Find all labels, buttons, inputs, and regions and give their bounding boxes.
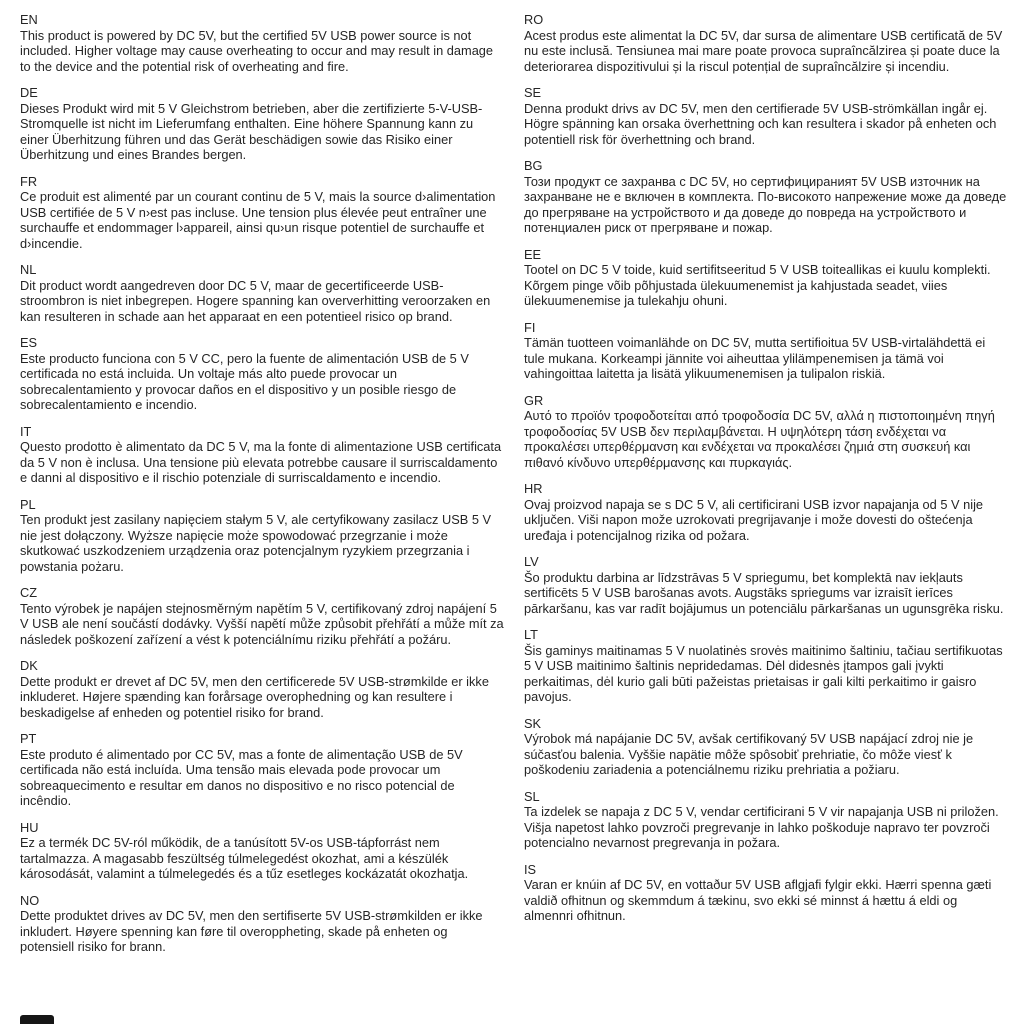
language-paragraph: Questo prodotto è alimentato da DC 5 V, ma la fonte di alimentazione USB certificata da 5 V non è inclusa. Una tensione più elevata potrebbe causare il surriscaldamento e danni al dispositivo e il rischio potenziale di surriscaldamento e incendio. [20,439,502,485]
language-section [524,393,1008,471]
language-section [524,716,1008,778]
language-paragraph: Dette produktet drives av DC 5V, men den sertifiserte 5V USB-strømkilden er ikke inkludert. Høyere spenning kan føre til overoppheting, skade på enheten og potensiell risiko for brann. [20,908,483,954]
language-code: EN [20,12,38,27]
language-paragraph: Denna produkt drivs av DC 5V, men den certifierade 5V USB-strömkällan ingår ej. Högre spänning kan orsaka överhettning och kan resultera i skador på enheten och potentiell risk för överhettning och brand. [524,100,997,147]
language-paragraph: Acest produs este alimentat la DC 5V, dar sursa de alimentare USB certificată de 5V nu este inclusă. Tensiunea mai mare poate provoca supraîncălzirea și poate duce la deteriorarea dispozitivului și la riscul potențial de supraîncălzire și incendiu. [524,27,1003,74]
language-section [524,481,1008,543]
language-section [20,585,504,647]
right-column [524,12,1008,966]
language-section [20,424,504,486]
language-section [20,893,504,955]
language-code: IS [524,861,537,877]
language-code: DE [20,85,38,100]
language-code: ES [20,335,38,350]
language-section [524,862,1008,924]
language-code: GR [524,392,544,408]
language-code: HU [20,819,39,835]
language-paragraph: Dette produkt er drevet af DC 5V, men den certificerede 5V USB-strømkilde er ikke inkluderet. Højere spænding kan forårsage overophedning og kan resultere i beskadigelse af enheden og potentiel risiko for brand. [20,673,489,720]
language-code: NL [20,262,37,277]
language-code: SE [524,85,542,100]
language-code: PT [20,731,37,746]
language-code: BG [524,158,543,173]
language-code: LV [524,554,539,569]
language-section [20,174,504,252]
language-code: CZ [20,585,38,600]
language-paragraph: Tootel on DC 5 V toide, kuid sertifitseeritud 5 V USB toiteallikas ei kuulu komplekti. Kõrgem pinge võib põhjustada ülekuumenemist ja kahjustada seadet, viies ülekuumenemise ja tulekahju ohuni. [524,262,991,308]
language-paragraph: This product is powered by DC 5V, but the certified 5V USB power source is not included. Higher voltage may cause overheating to occur and may result in damage to the device and the potential risk of overheating and fire. [20,27,494,74]
language-paragraph: Tämän tuotteen voimanlähde on DC 5V, mutta sertifioitua 5V USB-virtalähdettä ei tule mukana. Korkeampi jännite voi aiheuttaa ylilämpenemisen ja tämä voi vahingoittaa laitetta ja lisätä ylikuumenemisen ja tulipalon riskiä. [524,335,986,381]
language-paragraph: Αυτό το προϊόν τροφοδοτείται από τροφοδοσία DC 5V, αλλά η πιστοποιημένη πηγή τροφοδοσίας 5V USB δεν περιλαμβάνεται. Η υψηλότερη τάση ενδέχεται να προκαλέσει υπερθέρμανση και ενδέχεται να προκαλέσει ζημιά στη συσκευή και πιθανό κίνδυνο υπερθέρμανσης και πυρκαγιάς. [524,408,995,470]
language-code: PL [20,496,36,512]
language-paragraph: Este produto é alimentado por CC 5V, mas a fonte de alimentação USB de 5V certificada não está incluída. Uma tensão mais elevada pode provocar um sobreaquecimento e resultar em danos no dispositivo e no risco potencial de incêndio. [20,746,463,808]
language-section [20,497,504,575]
language-section [20,85,504,163]
language-section [20,820,504,882]
language-section [524,554,1008,616]
language-code: SK [524,715,542,731]
language-code: RO [524,12,544,27]
language-paragraph: Šo produktu darbina ar līdzstrāvas 5 V spriegumu, bet komplektā nav iekļauts sertificēts 5 V USB barošanas avots. Augstāks spriegums var izraisīt ierīces pārkaršanu, kas var radīt bojājumus un potenciālu pārkaršanas un ugunsgrēka risku. [524,569,1004,616]
language-section [524,627,1008,705]
language-paragraph: Dieses Produkt wird mit 5 V Gleichstrom betrieben, aber die zertifizierte 5-V-USB-Stromquelle ist nicht im Lieferumfang enthalten. Eine höhere Spannung kann zu einer Überhitzung führen und das Gerät beschädigen sowie das Risiko einer Überhitzung und eines Brandes bergen. [20,100,483,162]
language-paragraph: Ez a termék DC 5V-ról működik, de a tanúsított 5V-os USB-tápforrást nem tartalmazza. A magasabb feszültség túlmelegedést okozhat, ami a készülék károsodását, valamint a túlmelegedés és a tűz esetleges kockázatát okozhatja. [20,835,469,881]
language-section [524,247,1008,309]
language-code: DK [20,658,38,673]
language-code: FR [20,173,38,189]
language-code: EE [524,246,542,262]
language-code: LT [524,627,538,642]
language-section [524,12,1008,74]
language-code: HR [524,481,543,496]
language-section [20,731,504,809]
language-paragraph: Varan er knúin af DC 5V, en vottaður 5V USB aflgjafi fylgir ekki. Hærri spenna gæti valdið ofhitnun og skemmdum á tækinu, svo ekki sé minnst á hættu á eldi og almennri ofhitnun. [524,877,992,923]
language-paragraph: Tento výrobek je napájen stejnosměrným napětím 5 V, certifikovaný zdroj napájení 5 V USB ale není součástí dodávky. Vyšší napětí může způsobit přehřátí a může mít za následek poškození zařízení a vést k potenciálnímu riziku přehřátí a požáru. [20,600,504,647]
language-paragraph: Este producto funciona con 5 V CC, pero la fuente de alimentación USB de 5 V certificada no está incluida. Un voltaje más alto puede provocar un sobrecalentamiento y provocar daños en el dispositivo y un posible riesgo de sobrecalentamiento e incendio. [20,350,469,412]
language-paragraph: Този продукт се захранва с DC 5V, но сертифицираният 5V USB източник на захранване не е включен в комплекта. По-високото напрежение може да доведе до прегряване на устройството и да доведе до повреда на устройството и потенциален риск от прегряване и пожар. [524,173,1007,235]
language-section [524,789,1008,851]
language-section [20,262,504,324]
language-section [20,12,504,74]
language-section [524,320,1008,382]
language-paragraph: Ce produit est alimenté par un courant continu de 5 V, mais la source d›alimentation USB certifiée de 5 V n›est pas incluse. Une tension plus élevée peut entraîner une surchauffe et endommager l›appareil, ainsi qu›un risque potentiel de surchauffe et d›incendie. [20,189,496,251]
language-code: IT [20,423,32,439]
language-paragraph: Ten produkt jest zasilany napięciem stałym 5 V, ale certyfikowany zasilacz USB 5 V nie jest dołączony. Wyższe napięcie może spowodować przegrzanie i może skutkować uszkodzeniem urządzenia oraz potencjalnym ryzykiem przegrzania i powstania pożaru. [20,512,492,574]
language-paragraph: Ta izdelek se napaja z DC 5 V, vendar certificirani 5 V vir napajanja USB ni priložen. Višja napetost lahko povzroči pregrevanje in lahko poškoduje napravo ter povzroči potencialno nevarnost pregrevanja in požara. [524,804,999,850]
language-paragraph: Dit product wordt aangedreven door DC 5 V, maar de gecertificeerde USB-stroombron is niet inbegrepen. Hogere spanning kan oververhitting veroorzaken en kan resulteren in schade aan het apparaat en een potentieel risico op brand. [20,277,491,324]
left-column [20,12,504,966]
language-code: NO [20,892,40,908]
language-paragraph: Výrobok má napájanie DC 5V, avšak certifikovaný 5V USB napájací zdroj nie je súčasťou balenia. Vyššie napätie môže spôsobiť prehriatie, čo môže viesť k poškodeniu zariadenia a potenciálnemu riziku prehriatia a požiaru. [524,731,974,777]
language-paragraph: Šis gaminys maitinamas 5 V nuolatinės srovės maitinimo šaltiniu, tačiau sertifikuotas 5 V USB maitinimo šaltinis nepridedamas. Dėl didesnės įtampos gali įvykti perkaitimas, dėl kurio gali būti pažeistas prietaisas ir gali kilti perkaitimo ir gaisro pavojus. [524,642,1003,704]
language-section [524,85,1008,147]
language-section [20,658,504,720]
language-paragraph: Ovaj proizvod napaja se s DC 5 V, ali certificirani USB izvor napajanja od 5 V nije uključen. Viši napon može uzrokovati pregrijavanje i može dovesti do oštećenja uređaja i potencijalnog rizika od požara. [524,496,984,543]
language-section [524,158,1008,236]
language-code: FI [524,319,536,335]
page-edge-cutoff-mark [20,1015,54,1024]
language-code: SL [524,788,540,804]
language-section [20,335,504,413]
